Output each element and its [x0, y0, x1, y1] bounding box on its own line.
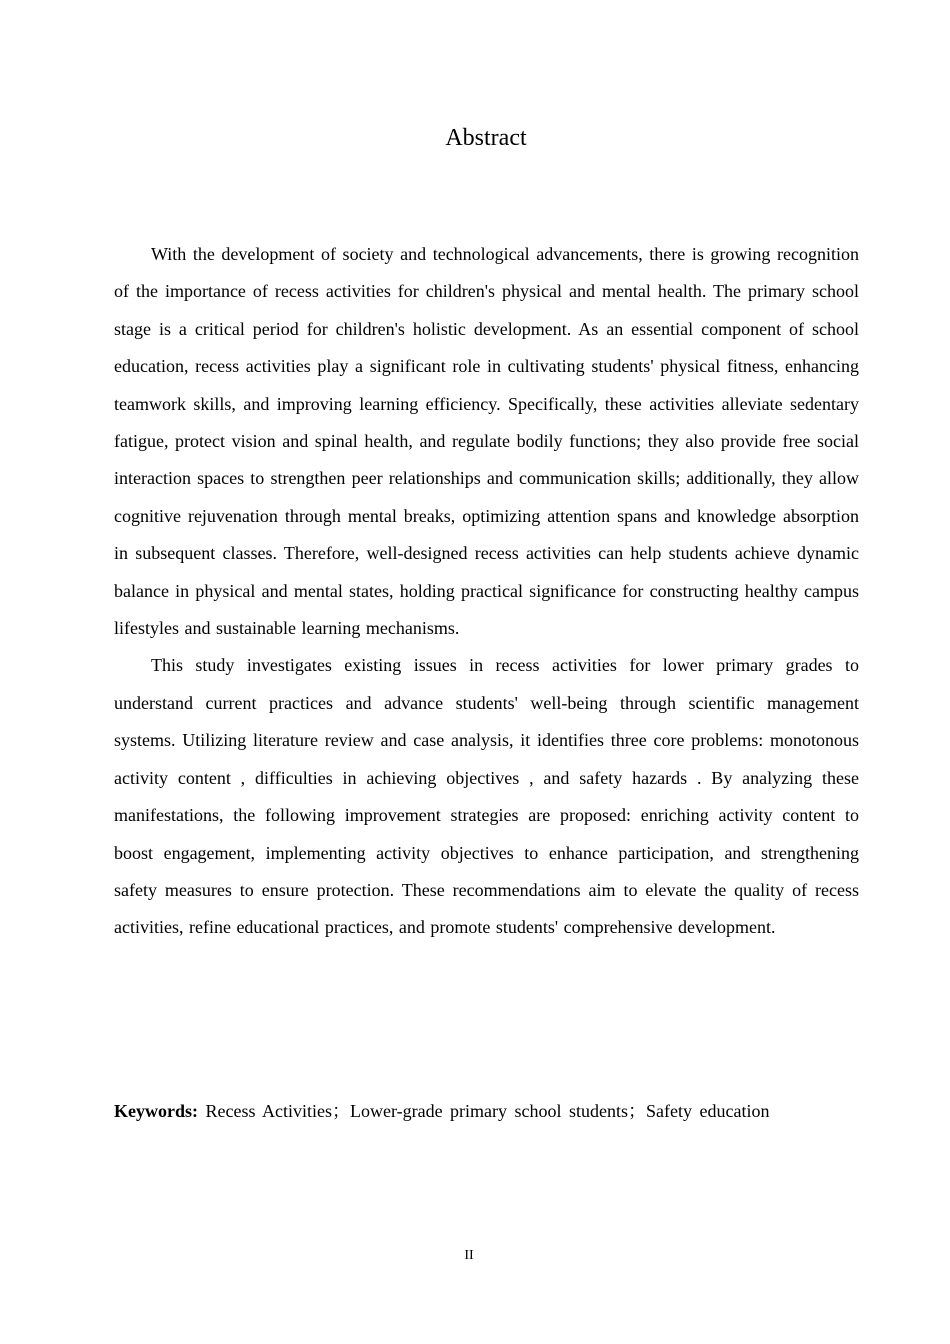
- keywords-line: [114, 1096, 859, 1126]
- abstract-paragraph-1: With the development of society and technological advancements, there is growing recognition of the importance of recess activities for children's physical and mental health. The primary school stage is a critical period for children's holistic development. As an essential component of school education, recess activities play a significant role in cultivating students' physical fitness, enhancing teamwork skills, and improving learning efficiency. Specifically, these activities alleviate sedentary fatigue, protect vision and spinal health, and regulate bodily functions; they also provide free social interaction spaces to strengthen peer relationships and communication skills; additionally, they allow cognitive rejuvenation through mental breaks, optimizing attention spans and knowledge absorption in subsequent classes. Therefore, well-designed recess activities can help students achieve dynamic balance in physical and mental states, holding practical significance for constructing healthy campus lifestyles and sustainable learning mechanisms.: [114, 244, 859, 639]
- abstract-body: [114, 236, 859, 947]
- keywords-text: Recess Activities；Lower-grade primary school students；Safety education: [205, 1101, 770, 1121]
- page-number: II: [464, 1248, 474, 1263]
- keywords-label: Keywords:: [114, 1101, 198, 1121]
- abstract-paragraph-2: This study investigates existing issues in recess activities for lower primary grades to understand current practices and advance students' well-being through scientific management systems. Utilizing literature review and case analysis, it identifies three core problems: monotonous activity content , difficulties in achieving objectives , and safety hazards . By analyzing these manifestations, the following improvement strategies are proposed: enriching activity content to boost engagement, implementing activity objectives to enhance participation, and strengthening safety measures to ensure protection. These recommendations aim to elevate the quality of recess activities, refine educational practices, and promote students' comprehensive development.: [114, 655, 859, 938]
- page-title: Abstract: [445, 125, 527, 151]
